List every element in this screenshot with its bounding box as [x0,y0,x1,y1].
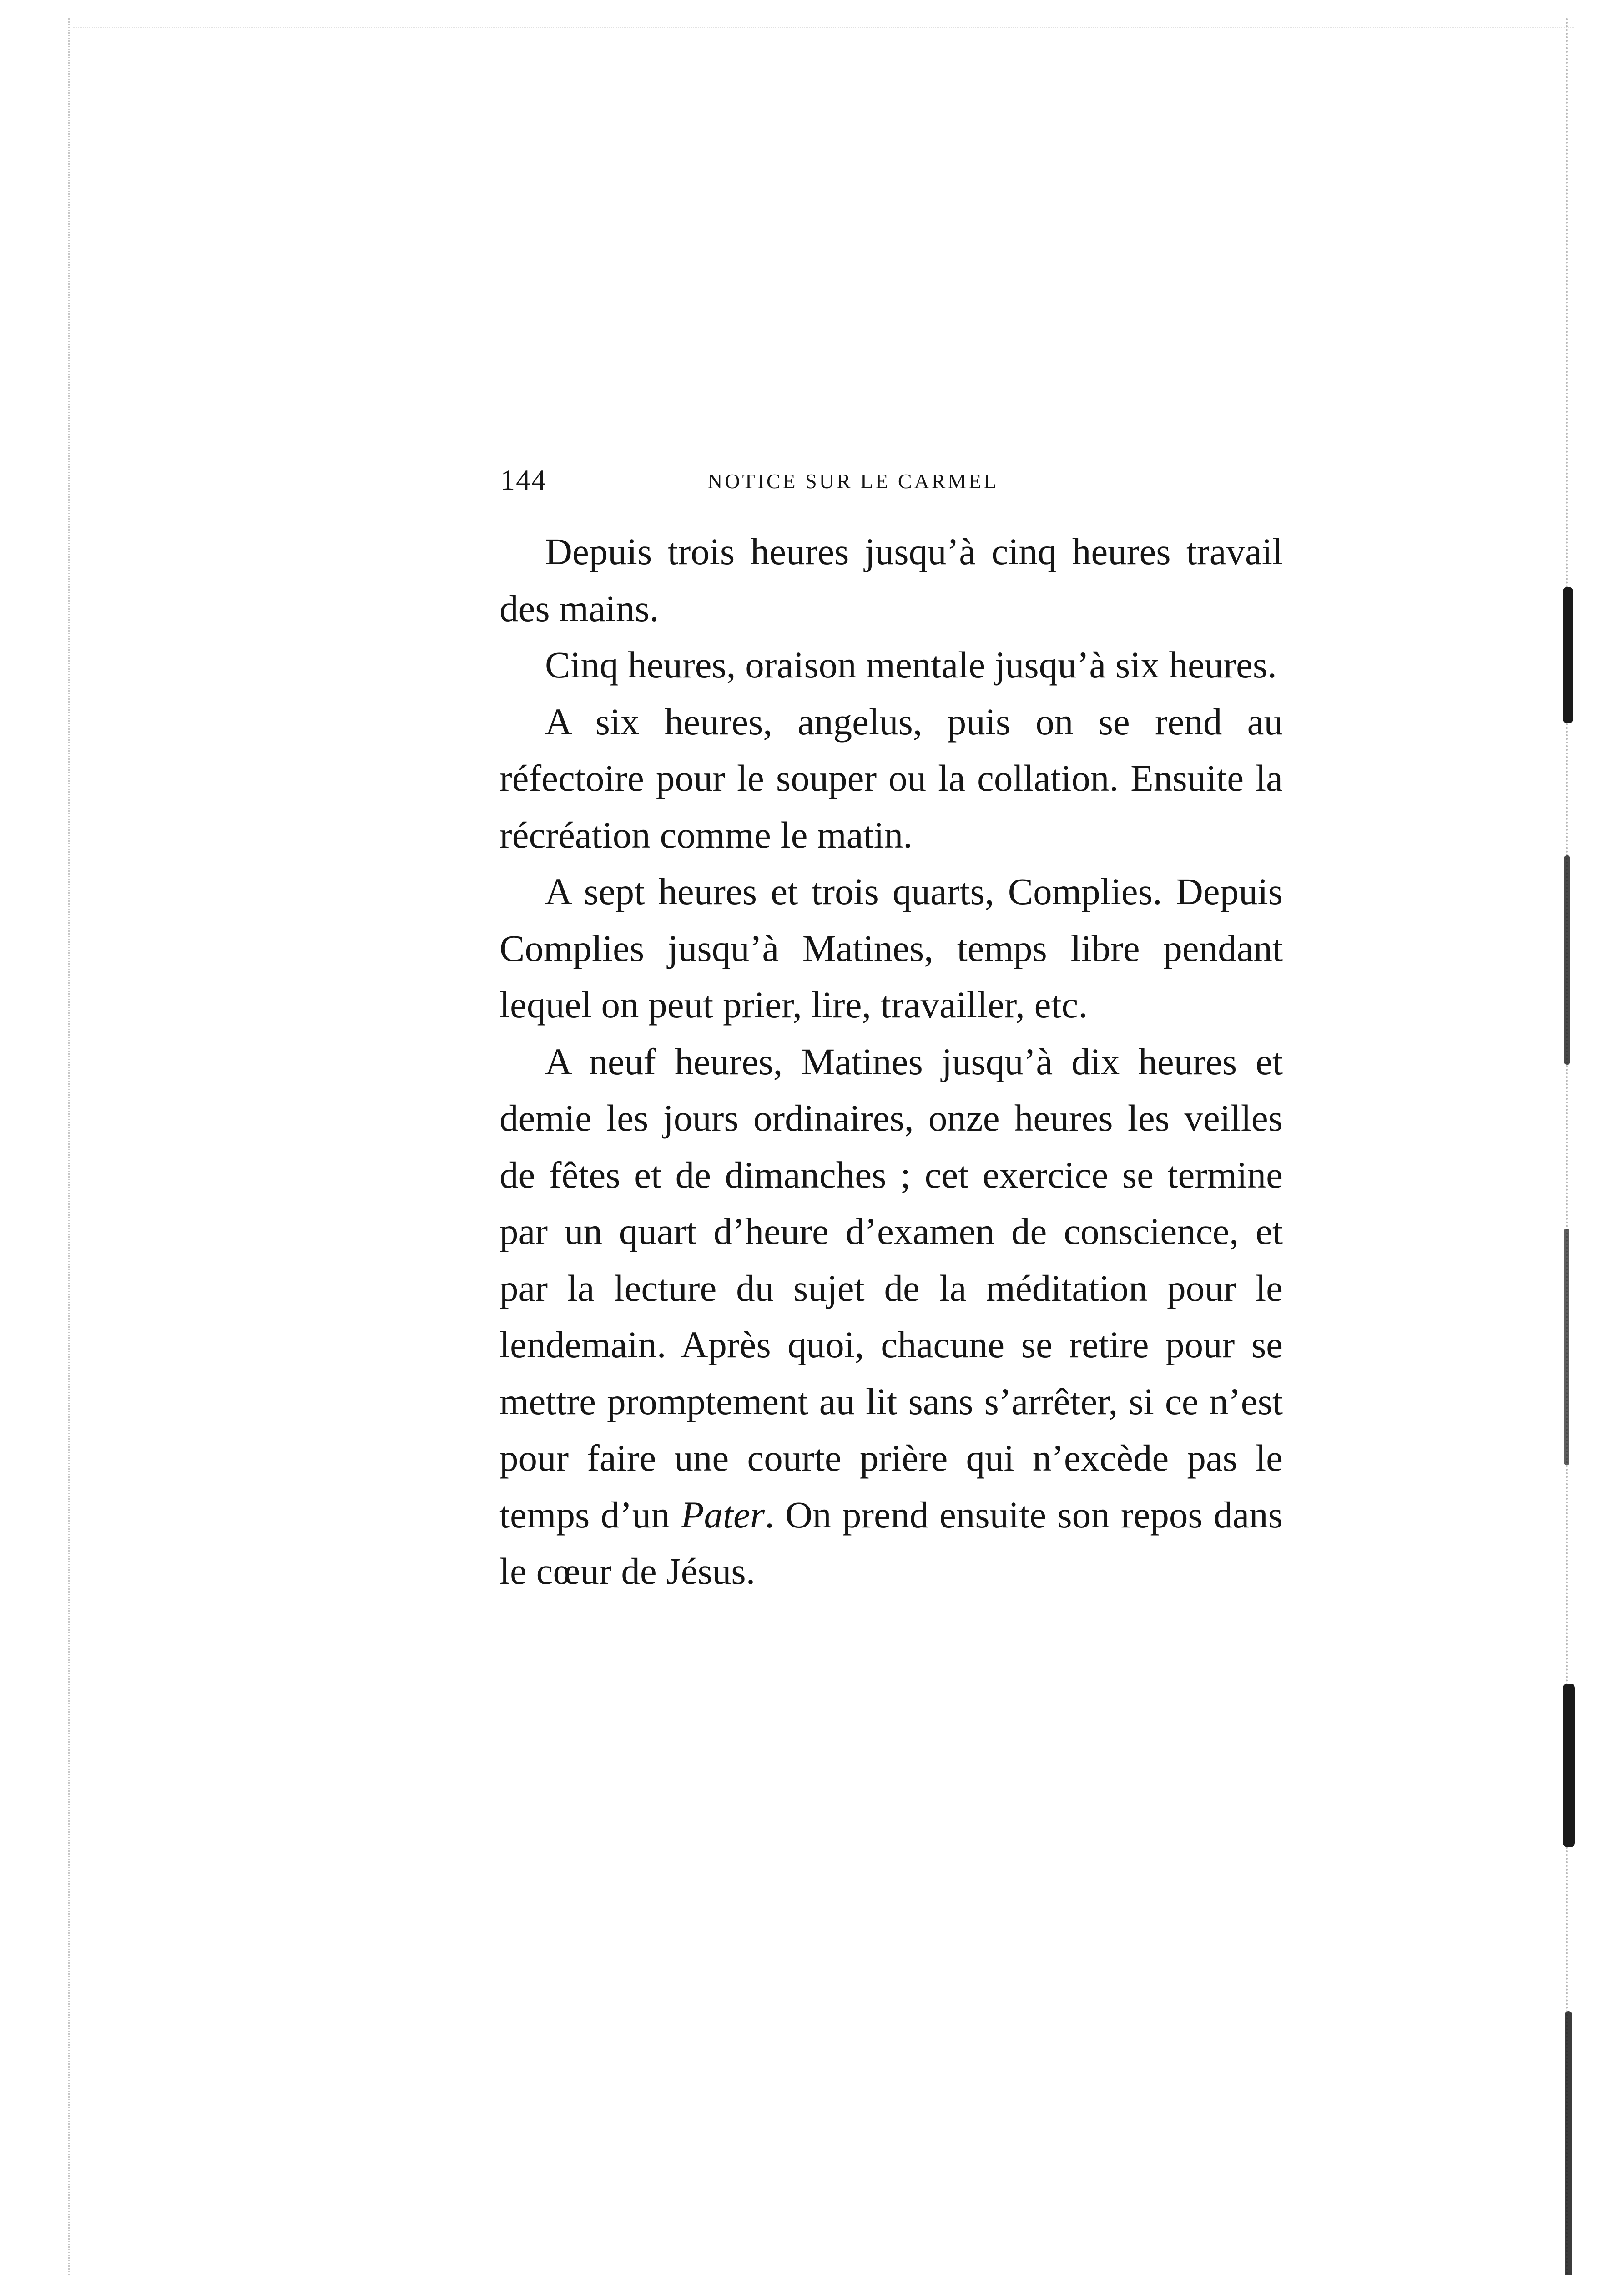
paragraph-text: A neuf heures, Matines jusqu’à dix heures et demie les jours ordinaires, onze heures les veilles de fêtes et de dimanches ; cet exercice se termine par un quart d’heure d’examen de conscience, et par la lecture du sujet de la méditation pour le lendemain. Après quoi, chacune se retire pour se mettre promptement au lit sans s’arrêter, si ce n’est pour faire une courte prière qui n’excède pas le temps d’un [499,1040,1283,1536]
scan-edge-left [68,18,88,2275]
scan-shadow-mark [1563,1684,1575,1847]
scan-edge-top [73,27,1574,31]
scan-edge-right [1566,18,1572,2275]
paragraph: A sept heures et trois quarts, Complies. Depuis Complies jusqu’à Matines, temps libre pendant lequel on peut prier, lire, travailler, etc. [499,870,1283,1026]
paragraph [499,1033,1283,1600]
paragraph: A six heures, angelus, puis on se rend au réfectoire pour le souper ou la collation. Ensuite la récréation comme le matin. [499,700,1283,856]
page-number: 144 [500,464,547,496]
body-text [499,523,1283,1600]
scan-shadow-mark [1565,2011,1572,2275]
scan-shadow-mark [1564,855,1570,1065]
running-title: NOTICE SUR LE CARMEL [707,470,999,493]
italic-word: Pater [681,1493,765,1536]
scan-shadow-mark [1563,587,1573,723]
running-head [500,460,1069,500]
paragraph: Depuis trois heures jusqu’à cinq heures travail des mains. [499,531,1283,629]
paragraph: Cinq heures, oraison mentale jusqu’à six heures. [545,644,1277,686]
scan-shadow-mark [1564,1228,1569,1465]
paragraph-text: . On prend ensuite son repos dans le cœur de Jésus. [499,1493,1283,1592]
